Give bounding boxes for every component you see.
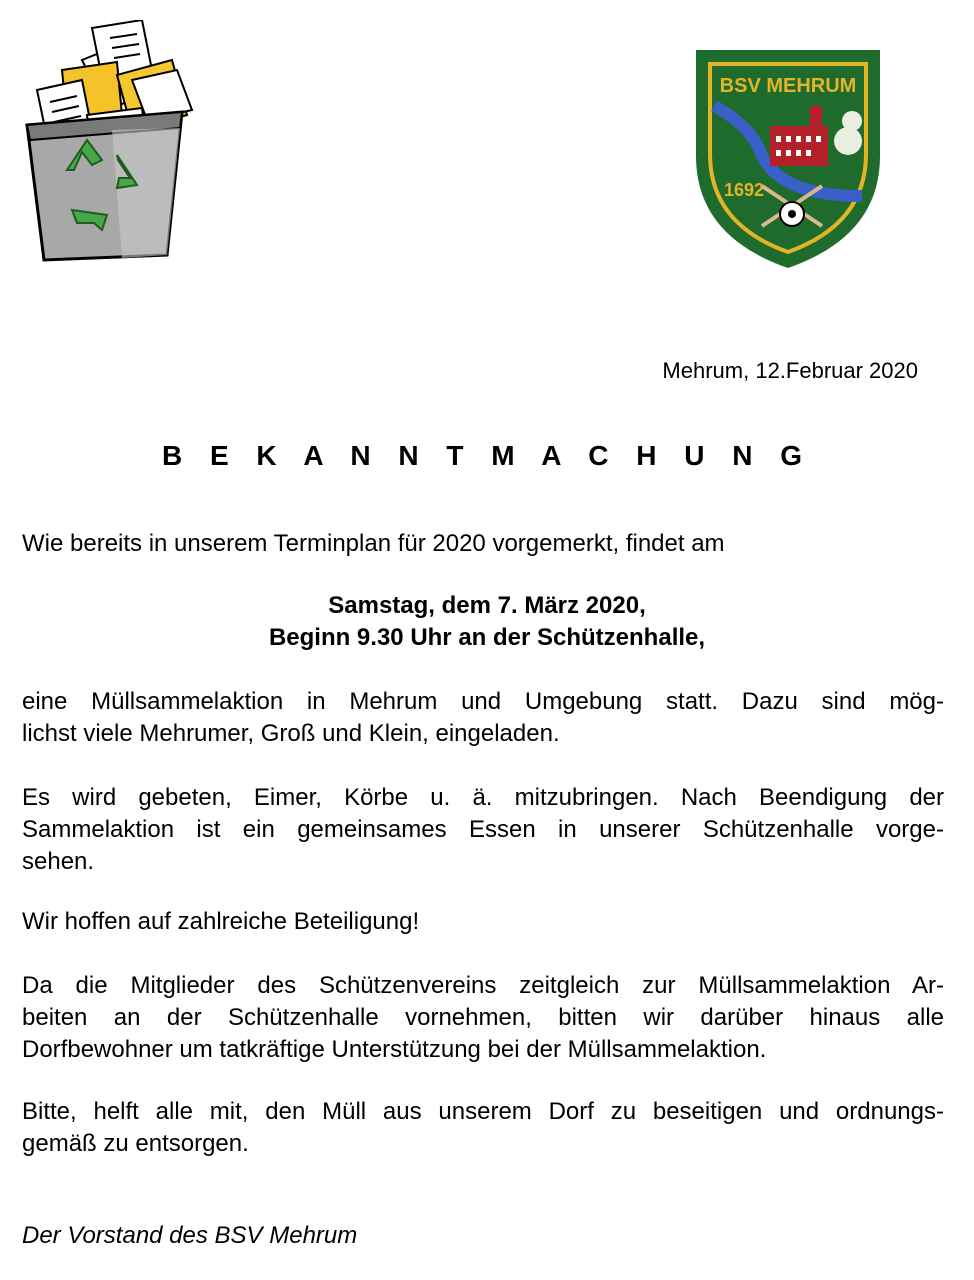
svg-text:BSV MEHRUM: BSV MEHRUM — [719, 75, 857, 97]
paragraph-line: lichst viele Mehrumer, Groß und Klein, eingeladen. — [22, 720, 560, 747]
paragraph-equipment — [22, 782, 944, 878]
page-title: B E K A N N T M A C H U N G — [161, 440, 813, 471]
paragraph-line: beiten an der Schützenhalle vornehmen, bitten wir darüber hinaus alle — [22, 1004, 944, 1031]
paragraph-line: Sammelaktion ist ein gemeinsames Essen in unserer Schützenhalle vorge- — [22, 816, 944, 843]
paragraph-line: Es wird gebeten, Eimer, Körbe u. ä. mitzubringen. Nach Beendigung der — [22, 784, 944, 811]
paragraph-participation — [22, 906, 944, 938]
paragraph-line: gemäß zu entsorgen. — [22, 1130, 249, 1157]
paragraph-appeal — [22, 1096, 944, 1160]
paragraph-line: eine Müllsammelaktion in Mehrum und Umgebung statt. Dazu sind mög- — [22, 688, 944, 715]
event-date: Samstag, dem 7. März 2020, — [328, 592, 646, 619]
club-crest-logo — [692, 46, 884, 270]
paragraph-invitation — [22, 686, 944, 750]
recycle-trash-bin-icon — [22, 20, 204, 270]
signature: Der Vorstand des BSV Mehrum — [22, 1222, 358, 1249]
paragraph-support — [22, 970, 944, 1066]
paragraph-line: Da die Mitglieder des Schützenvereins zeitgleich zur Müllsammelaktion Ar- — [22, 972, 944, 999]
paragraph-line: sehen. — [22, 848, 95, 875]
date-line: Mehrum, 12.Februar 2020 — [662, 358, 918, 383]
paragraph-line: Dorfbewohner um tatkräftige Unterstützung bei der Müllsammelaktion. — [22, 1036, 767, 1063]
paragraph-line: Bitte, helft alle mit, den Müll aus unserem Dorf zu beseitigen und ordnungs- — [22, 1098, 944, 1125]
event-info — [0, 590, 974, 654]
intro-text: Wie bereits in unserem Terminplan für 2020 vorgemerkt, findet am — [22, 530, 725, 557]
svg-text:1692: 1692 — [723, 180, 765, 200]
event-start: Beginn 9.30 Uhr an der Schützenhalle, — [268, 624, 706, 651]
paragraph-line: Wir hoffen auf zahlreiche Beteiligung! — [22, 908, 420, 935]
